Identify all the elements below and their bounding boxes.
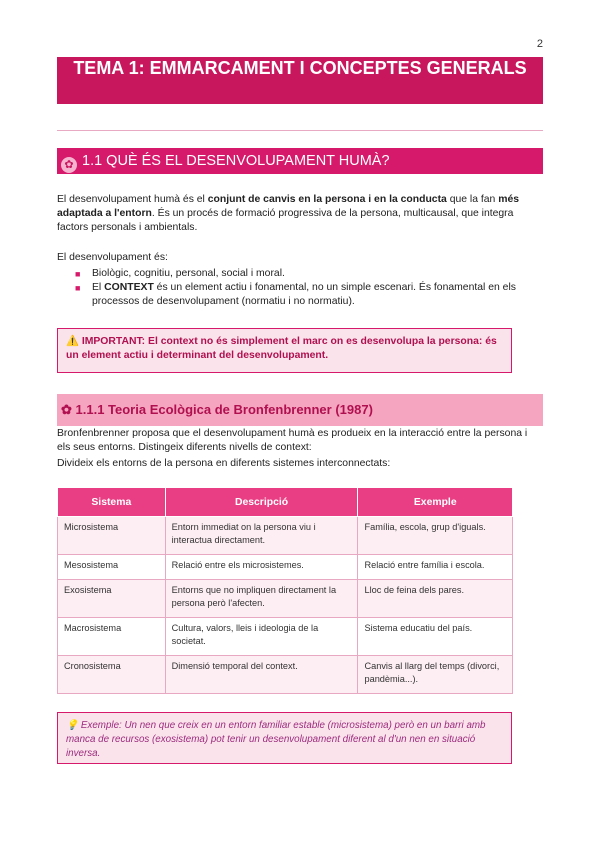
page-title: TEMA 1: EMMARCAMENT I CONCEPTES GENERALS bbox=[57, 57, 543, 104]
table-cell: Cultura, valors, lleis i ideologia de la societat. bbox=[165, 618, 358, 656]
bullet-icon: ■ bbox=[75, 269, 81, 279]
lead-text: El desenvolupament és: bbox=[57, 252, 168, 263]
subsection-paragraph-1: Bronfenbrenner proposa que el desenvolupament humà es produeix en la interacció entre la persona i els seus entorns. Distingeix diferents nivells de context: bbox=[57, 428, 528, 453]
section-heading-text: 1.1 QUÈ ÉS EL DESENVOLUPAMENT HUMÀ? bbox=[82, 153, 390, 169]
list-item bbox=[57, 267, 543, 281]
table-cell: Macrosistema bbox=[58, 618, 166, 656]
table-header-row bbox=[58, 488, 513, 517]
example-callout: 💡 Exemple: Un nen que creix en un entorn familiar estable (microsistema) però en un barri amb manca de recursos (exosistema) pot tenir un desenvolupament diferent al d'un nen en situació inversa. bbox=[57, 712, 512, 764]
table-row bbox=[58, 580, 513, 618]
section-heading bbox=[57, 148, 543, 174]
intro-text-2: que la fan bbox=[446, 194, 499, 205]
table-cell: Relació entre els microsistemes. bbox=[165, 555, 358, 580]
table-cell: Sistema educatiu del país. bbox=[358, 618, 513, 656]
table-cell: Exosistema bbox=[58, 580, 166, 618]
table-cell: Canvis al llarg del temps (divorci, pandèmia...). bbox=[358, 656, 513, 694]
list-item bbox=[57, 281, 543, 309]
table-cell: Entorns que no impliquen directament la persona però l'afecten. bbox=[165, 580, 358, 618]
table-row bbox=[58, 656, 513, 694]
table-row bbox=[58, 555, 513, 580]
table-cell: Relació entre família i escola. bbox=[358, 555, 513, 580]
bullet-list bbox=[57, 267, 543, 309]
flower-icon: ✿ bbox=[61, 157, 77, 173]
table-cell: Microsistema bbox=[58, 517, 166, 555]
table-row bbox=[58, 517, 513, 555]
bullet-text: Biològic, cognitiu, personal, social i moral. bbox=[92, 268, 285, 279]
table-cell: Família, escola, grup d'iguals. bbox=[358, 517, 513, 555]
intro-text-3: . És un procés de formació progressiva de la persona, multicausal, que integra factors personals i ambientals. bbox=[57, 208, 514, 233]
intro-paragraph bbox=[57, 193, 543, 235]
table-cell: Mesosistema bbox=[58, 555, 166, 580]
bullet-icon: ■ bbox=[75, 283, 81, 293]
bullet-text-bold: CONTEXT bbox=[104, 282, 154, 293]
bullet-text-post: és un element actiu i fonamental, no un simple escenari. És fonamental en els processos de desenvolupament (normatiu i no normatiu). bbox=[92, 282, 516, 307]
divider bbox=[57, 130, 543, 131]
intro-text-1: El desenvolupament humà és el bbox=[57, 194, 208, 205]
table-cell: Lloc de feina dels pares. bbox=[358, 580, 513, 618]
page-number: 2 bbox=[536, 38, 543, 50]
intro-bold-2: més adaptada a l'entorn bbox=[57, 194, 520, 219]
intro-bold-1: conjunt de canvis en la persona i en la conducta bbox=[207, 194, 447, 205]
table-row bbox=[58, 618, 513, 656]
important-callout: ⚠️ IMPORTANT: El context no és simplement el marc on es desenvolupa la persona: és un element actiu i determinant del desenvolupament. bbox=[57, 328, 512, 373]
systems-table bbox=[57, 487, 513, 694]
header-exemple: Exemple bbox=[358, 488, 513, 517]
header-sistema: Sistema bbox=[58, 488, 166, 517]
header-descripcio: Descripció bbox=[165, 488, 358, 517]
subsection-paragraph-2: Divideix els entorns de la persona en diferents sistemes interconnectats: bbox=[57, 458, 391, 469]
table-cell: Entorn immediat on la persona viu i interactua directament. bbox=[165, 517, 358, 555]
bullet-text-pre: El bbox=[92, 282, 105, 293]
subsection-heading: ✿ 1.1.1 Teoria Ecològica de Bronfenbrenner (1987) bbox=[57, 394, 543, 426]
table-cell: Cronosistema bbox=[58, 656, 166, 694]
table-cell: Dimensió temporal del context. bbox=[165, 656, 358, 694]
